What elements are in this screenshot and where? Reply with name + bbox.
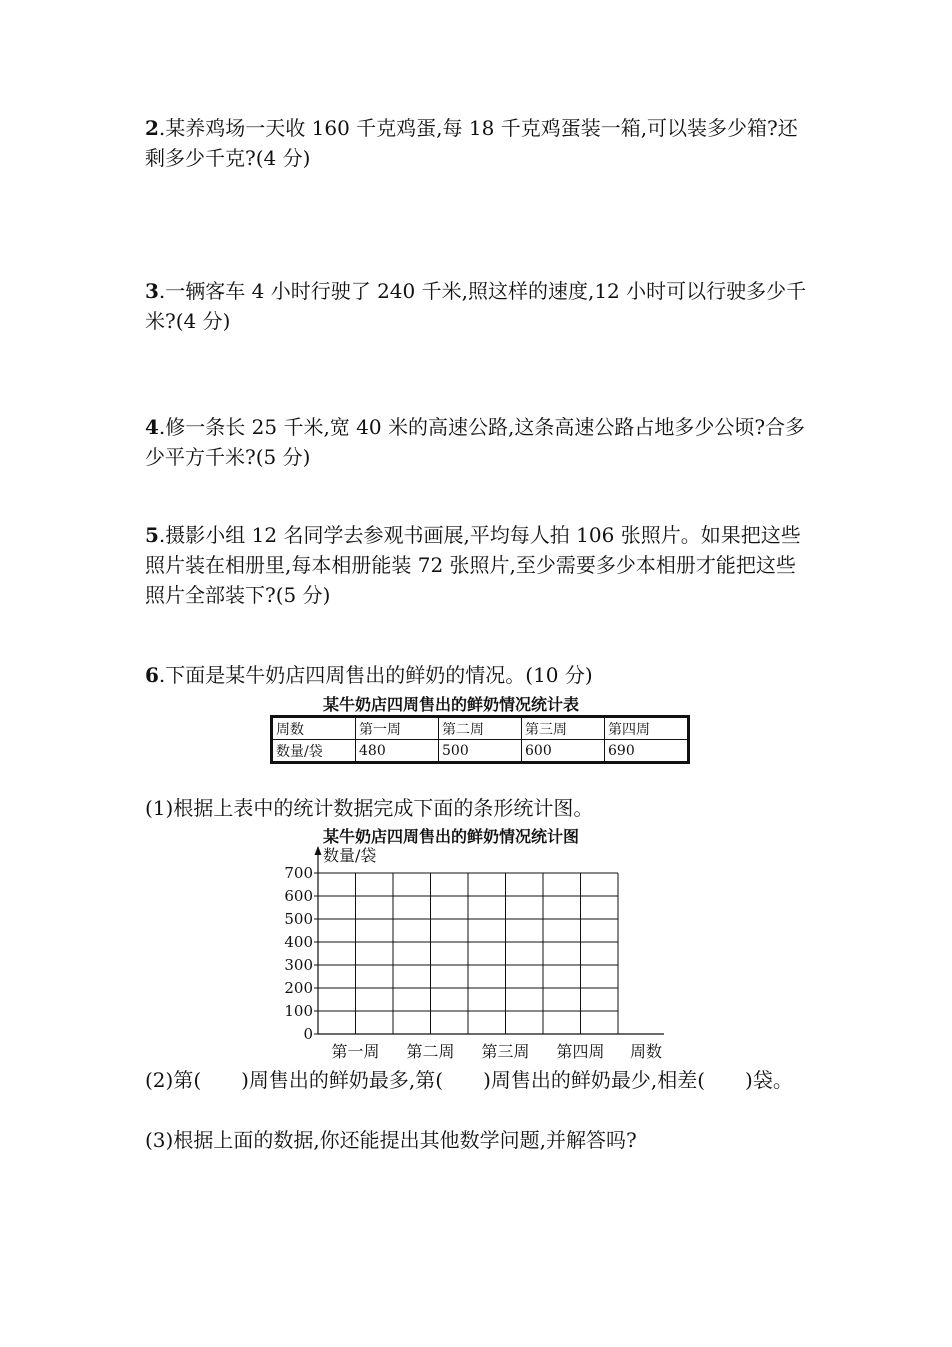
y-tick-label: 700 [284, 864, 313, 882]
question-4 [145, 412, 815, 472]
question-number: 3 [145, 279, 159, 303]
question-text: .某养鸡场一天收 160 千克鸡蛋,每 18 千克鸡蛋装一箱,可以装多少箱?还剩多少千克?(4 分) [145, 116, 798, 170]
y-axis-arrow [315, 846, 322, 855]
table-cell: 第二周 [439, 717, 522, 740]
y-axis-label: 数量/袋 [323, 846, 377, 865]
sub-question-2: (2)第( )周售出的鲜奶最多,第( )周售出的鲜奶最少,相差( )袋。 [145, 1068, 793, 1092]
table-cell: 第一周 [356, 717, 439, 740]
question-3 [145, 276, 815, 336]
sub-question-1: (1)根据上表中的统计数据完成下面的条形统计图。 [145, 796, 594, 820]
y-tick-label: 400 [284, 933, 313, 951]
question-number: 4 [145, 415, 159, 439]
question-text: .下面是某牛奶店四周售出的鲜奶的情况。(10 分) [158, 663, 593, 687]
x-tick-label: 第二周 [406, 1042, 455, 1061]
y-tick-label: 100 [284, 1002, 313, 1020]
question-number: 6 [145, 663, 159, 687]
table-row [272, 717, 689, 740]
x-tick-label: 第四周 [556, 1042, 605, 1061]
table-cell: 600 [522, 740, 605, 763]
x-axis-label: 周数 [630, 1042, 663, 1061]
table-title: 某牛奶店四周售出的鲜奶情况统计表 [323, 695, 580, 714]
chart-title: 某牛奶店四周售出的鲜奶情况统计图 [323, 827, 580, 846]
question-6 [145, 660, 815, 690]
table-cell: 500 [439, 740, 522, 763]
y-tick-label: 500 [284, 910, 313, 928]
table-cell: 周数 [272, 717, 356, 740]
y-tick-label: 0 [303, 1025, 313, 1043]
question-text: .一辆客车 4 小时行驶了 240 千米,照这样的速度,12 小时可以行驶多少千米?(4 分) [145, 279, 807, 333]
bar-chart [270, 845, 680, 1067]
question-number: 5 [145, 523, 159, 547]
question-number: 2 [145, 116, 159, 140]
question-text: .修一条长 25 千米,宽 40 米的高速公路,这条高速公路占地多少公顷?合多少平方千米?(5 分) [145, 415, 806, 469]
table-cell: 第四周 [605, 717, 689, 740]
table-cell: 690 [605, 740, 689, 763]
table-cell: 480 [356, 740, 439, 763]
question-5 [145, 520, 815, 610]
question-text: .摄影小组 12 名同学去参观书画展,平均每人拍 106 张照片。如果把这些照片装在相册里,每本相册能装 72 张照片,至少需要多少本相册才能把这些照片全部装下?(5 分) [145, 523, 801, 607]
y-tick-label: 200 [284, 979, 313, 997]
x-tick-label: 第一周 [331, 1042, 380, 1061]
x-tick-label: 第三周 [481, 1042, 530, 1061]
table-cell: 第三周 [522, 717, 605, 740]
table-row [272, 740, 689, 763]
y-tick-label: 300 [284, 956, 313, 974]
sub-question-3: (3)根据上面的数据,你还能提出其他数学问题,并解答吗? [145, 1128, 637, 1152]
table-cell: 数量/袋 [272, 740, 356, 763]
question-2 [145, 113, 815, 173]
stats-table [270, 715, 690, 764]
y-tick-label: 600 [284, 887, 313, 905]
